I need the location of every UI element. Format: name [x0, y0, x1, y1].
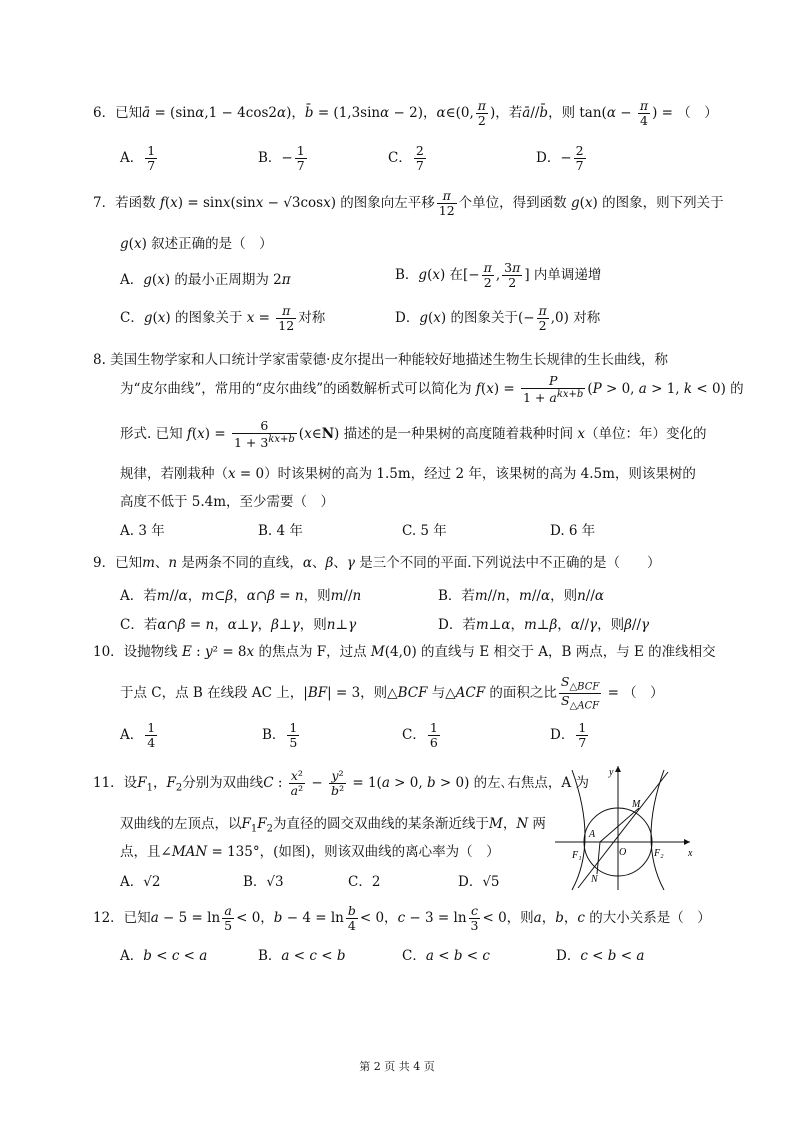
q11-option-a[interactable]: A．√2 [120, 874, 161, 890]
hyperbola-left-branch [572, 770, 585, 890]
q7-stem-line2: g(x) 叙述正确的是（ ） [120, 236, 273, 252]
label-n: N [591, 874, 598, 885]
q9-option-b[interactable]: B．若m//n，m//α，则n//α [438, 588, 605, 604]
label-o: O [619, 847, 627, 858]
q7-option-d[interactable]: D．g(x) 的图象关于(− $\frac{\pi}{2}$ ,0) 对称 [395, 303, 601, 333]
segment-am [600, 808, 639, 842]
q11-line1: 11．设$F_1$，$F_2$分别为双曲线C : $\frac{\text{x²}}{\text{a²}}$ − $\frac{\text{y²}}{\text{b²}}$ = 1(a > 0, b > 0) 的左､右焦点，A 为 [93, 768, 589, 798]
q7-option-c[interactable]: C．g(x) 的图象关于 x = $\frac{\pi}{12}$ 对称 [120, 303, 326, 333]
q8-option-a[interactable]: A. 3 年 [120, 523, 165, 539]
q12-option-d[interactable]: D．c < b < a [556, 948, 645, 964]
q12-option-c[interactable]: C．a < b < c [402, 948, 490, 964]
q6-option-b[interactable]: B．− $\frac{1}{7}$ [258, 143, 305, 173]
q6-option-c[interactable]: C． $\frac{2}{7}$ [388, 143, 424, 173]
q6-stem: 6．已知ā = (sinα,1 − 4cos2α)，b̄ = (1,3sinα − 2)，α∈(0, $\frac{\pi}{2}$ )，若ā//b̄，则 tan(α − $\frac{\pi}{4}$ ) = （ ） [93, 98, 718, 128]
q12-stem: 12．已知a − 5 = ln $\frac{a}{5}$ < 0，b − 4 = ln $\frac{b}{4}$ < 0，c − 3 = ln $\frac{c}{3}$ < 0，则a，b，c 的大小关系是（ ） [93, 903, 711, 933]
q10-option-d[interactable]: D． $\frac{1}{7}$ [550, 720, 587, 750]
label-f1: F₁ [572, 850, 582, 861]
q10-line2: 于点 C，点 B 在线段 AC 上，|BF| = 3，则△BCF 与△ACF 的面积之比 $\frac{S_{\triangle BCF}}{S_{\triangle ACF}}$ = （ ） [120, 674, 664, 711]
hyperbola-figure [550, 760, 700, 895]
label-y: y [609, 767, 614, 778]
q9-option-c[interactable]: C．若α∩β = n，α⊥γ，β⊥γ，则n⊥γ [120, 617, 357, 633]
q7-option-b[interactable]: B．g(x) 在[− $\frac{\pi}{2}$ , $\frac{3\pi}{2}$ ] 内单调递增 [395, 260, 602, 290]
label-m: M [632, 799, 641, 810]
q7-stem-line1: 7．若函数 f(x) = sinx(sinx − √3cosx) 的图象向左平移 $\frac{\pi}{12}$ 个单位，得到函数 g(x) 的图象，则下列关于 [93, 188, 724, 218]
q8-option-c[interactable]: C. 5 年 [402, 523, 447, 539]
segment-an [597, 842, 600, 874]
q11-line2: 双曲线的左顶点，以$F_1F_2$为直径的圆交双曲线的某条渐近线于M，N 两 [120, 816, 546, 835]
q6-option-d[interactable]: D．− $\frac{2}{7}$ [536, 143, 584, 173]
q11-option-b[interactable]: B．√3 [243, 874, 284, 890]
q12-option-b[interactable]: B．a < c < b [258, 948, 346, 964]
q10-option-a[interactable]: A． $\frac{1}{4}$ [120, 720, 156, 750]
q8-option-d[interactable]: D. 6 年 [550, 523, 596, 539]
q12-option-a[interactable]: A．b < c < a [120, 948, 208, 964]
q9-option-a[interactable]: A．若m//α，m⊂β，α∩β = n，则m//n [120, 588, 362, 604]
q9-stem: 9．已知m、n 是两条不同的直线，α、β、γ 是三个不同的平面.下列说法中不正确的是（ ） [93, 555, 661, 571]
label-x: x [688, 848, 693, 859]
q8-line2: 为“皮尔曲线”，常用的“皮尔曲线”的函数解析式可以简化为 f(x) = $\frac{P}{1 + a^{kx+b}}$ (P > 0, a > 1, k < 0) 的 [120, 373, 744, 405]
label-a: A [589, 829, 596, 840]
q7-option-a[interactable]: A．g(x) 的最小正周期为 2π [120, 272, 291, 288]
q8-line5: 高度不低于 5.4m，至少需要（ ） [120, 494, 335, 510]
q8-option-b[interactable]: B. 4 年 [258, 523, 303, 539]
q11-option-d[interactable]: D．√5 [458, 874, 500, 890]
q10-line1: 10．设抛物线 E : y² = 8x 的焦点为 F，过点 M(4,0) 的直线与 E 相交于 A，B 两点，与 E 的准线相交 [93, 644, 716, 660]
label-f2: F₂ [654, 848, 664, 859]
q8-line4: 规律，若刚栽种（x = 0）时该果树的高为 1.5m，经过 2 年，该果树的高为 4.5m，则该果树的 [120, 466, 696, 482]
q8-line1: 8. 美国生物学家和人口统计学家雷蒙德·皮尔提出一种能较好地描述生物生长规律的生长曲线，称 [93, 352, 668, 368]
q10-option-c[interactable]: C． $\frac{1}{6}$ [402, 720, 438, 750]
q11-line3: 点，且∠MAN = 135°，(如图)，则该双曲线的离心率为（ ） [120, 844, 500, 860]
q10-option-b[interactable]: B． $\frac{1}{5}$ [262, 720, 298, 750]
q11-option-c[interactable]: C．2 [348, 874, 381, 890]
q8-line3: 形式. 已知 f(x) = $\frac{6}{1 + 3^{kx+b}}$ (x∈N) 描述的是一种果树的高度随着栽种时间 x（单位：年）变化的 [120, 418, 707, 450]
q9-option-d[interactable]: D．若m⊥α，m⊥β，α//γ，则β//γ [438, 617, 650, 633]
q6-option-a[interactable]: A． $\frac{1}{7}$ [120, 143, 156, 173]
x-axis-arrow [684, 839, 690, 845]
hyperbola-right-branch [651, 770, 664, 890]
page-footer: 第 2 页 共 4 页 [359, 1060, 435, 1073]
y-axis-arrow [615, 766, 621, 772]
